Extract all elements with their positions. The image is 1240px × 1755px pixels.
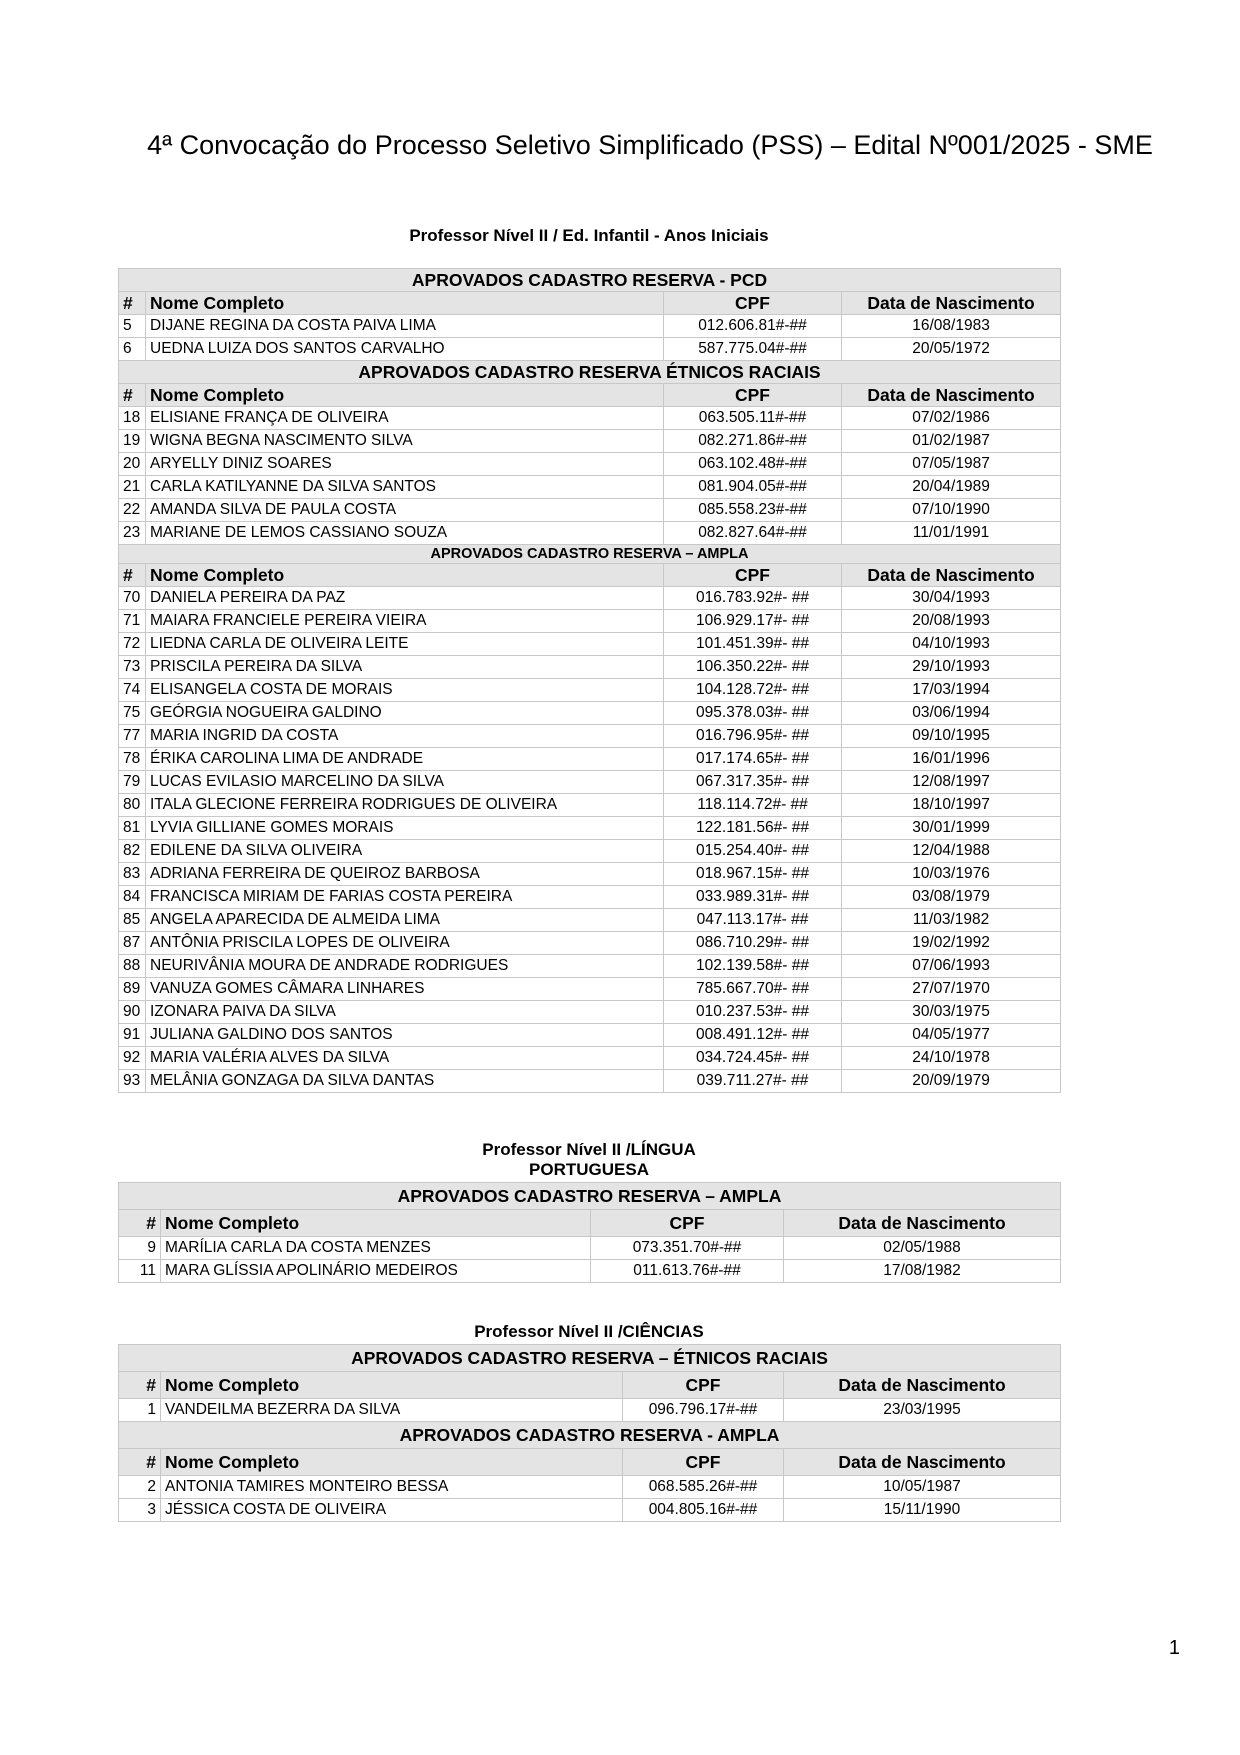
row-birth-date: 04/10/1993 — [842, 633, 1061, 656]
row-number: 6 — [119, 338, 146, 361]
row-name: FRANCISCA MIRIAM DE FARIAS COSTA PEREIRA — [146, 886, 664, 909]
row-name: MARÍLIA CARLA DA COSTA MENZES — [161, 1237, 591, 1260]
table-row — [119, 840, 1061, 863]
row-cpf: 118.114.72#- ## — [664, 794, 842, 817]
column-header-name: Nome Completo — [146, 292, 664, 315]
row-name: ELISIANE FRANÇA DE OLIVEIRA — [146, 407, 664, 430]
row-cpf: 017.174.65#- ## — [664, 748, 842, 771]
table-row — [119, 338, 1061, 361]
row-cpf: 122.181.56#- ## — [664, 817, 842, 840]
row-birth-date: 20/09/1979 — [842, 1070, 1061, 1093]
row-number: 70 — [119, 587, 146, 610]
column-header-cpf: CPF — [664, 292, 842, 315]
row-name: ELISANGELA COSTA DE MORAIS — [146, 679, 664, 702]
row-birth-date: 10/05/1987 — [784, 1476, 1061, 1499]
table-row — [119, 725, 1061, 748]
row-number: 75 — [119, 702, 146, 725]
section-heading-lingua-portuguesa — [118, 1140, 1060, 1180]
column-header-row — [119, 564, 1061, 587]
row-number: 88 — [119, 955, 146, 978]
column-header-name: Nome Completo — [146, 384, 664, 407]
row-cpf: 081.904.05#-## — [664, 476, 842, 499]
table-row — [119, 1001, 1061, 1024]
row-name: ANGELA APARECIDA DE ALMEIDA LIMA — [146, 909, 664, 932]
row-birth-date: 12/08/1997 — [842, 771, 1061, 794]
row-name: ANTONIA TAMIRES MONTEIRO BESSA — [161, 1476, 623, 1499]
row-number: 3 — [119, 1499, 161, 1522]
row-cpf: 095.378.03#- ## — [664, 702, 842, 725]
row-number: 82 — [119, 840, 146, 863]
row-cpf: 068.585.26#-## — [623, 1476, 784, 1499]
category-label: APROVADOS CADASTRO RESERVA – AMPLA — [119, 545, 1061, 564]
row-name: DIJANE REGINA DA COSTA PAIVA LIMA — [146, 315, 664, 338]
row-number: 87 — [119, 932, 146, 955]
row-cpf: 102.139.58#- ## — [664, 955, 842, 978]
row-name: DANIELA PEREIRA DA PAZ — [146, 587, 664, 610]
row-cpf: 033.989.31#- ## — [664, 886, 842, 909]
row-birth-date: 30/04/1993 — [842, 587, 1061, 610]
row-birth-date: 19/02/1992 — [842, 932, 1061, 955]
column-header-name: Nome Completo — [161, 1210, 591, 1237]
table-row — [119, 886, 1061, 909]
row-cpf: 047.113.17#- ## — [664, 909, 842, 932]
row-name: ADRIANA FERREIRA DE QUEIROZ BARBOSA — [146, 863, 664, 886]
row-name: EDILENE DA SILVA OLIVEIRA — [146, 840, 664, 863]
row-name: MAIARA FRANCIELE PEREIRA VIEIRA — [146, 610, 664, 633]
row-cpf: 067.317.35#- ## — [664, 771, 842, 794]
section-heading-line: PORTUGUESA — [529, 1160, 649, 1179]
row-birth-date: 20/05/1972 — [842, 338, 1061, 361]
row-cpf: 101.451.39#- ## — [664, 633, 842, 656]
column-header-cpf: CPF — [623, 1449, 784, 1476]
column-header-birth: Data de Nascimento — [784, 1372, 1061, 1399]
row-cpf: 086.710.29#- ## — [664, 932, 842, 955]
table-row — [119, 499, 1061, 522]
row-cpf: 104.128.72#- ## — [664, 679, 842, 702]
row-number: 93 — [119, 1070, 146, 1093]
table-row — [119, 1260, 1061, 1283]
table-row — [119, 1024, 1061, 1047]
row-number: 5 — [119, 315, 146, 338]
row-cpf: 016.783.92#- ## — [664, 587, 842, 610]
row-name: MELÂNIA GONZAGA DA SILVA DANTAS — [146, 1070, 664, 1093]
row-number: 83 — [119, 863, 146, 886]
row-name: PRISCILA PEREIRA DA SILVA — [146, 656, 664, 679]
column-header-name: Nome Completo — [161, 1372, 623, 1399]
category-label: APROVADOS CADASTRO RESERVA – AMPLA — [119, 1183, 1061, 1210]
column-header-num: # — [119, 384, 146, 407]
row-cpf: 011.613.76#-## — [591, 1260, 784, 1283]
table-row — [119, 748, 1061, 771]
column-header-row — [119, 1210, 1061, 1237]
table-row — [119, 909, 1061, 932]
row-name: LUCAS EVILASIO MARCELINO DA SILVA — [146, 771, 664, 794]
row-number: 72 — [119, 633, 146, 656]
row-cpf: 018.967.15#- ## — [664, 863, 842, 886]
column-header-row — [119, 1449, 1061, 1476]
row-number: 18 — [119, 407, 146, 430]
row-cpf: 106.929.17#- ## — [664, 610, 842, 633]
row-cpf: 012.606.81#-## — [664, 315, 842, 338]
column-header-row — [119, 292, 1061, 315]
column-header-name: Nome Completo — [161, 1449, 623, 1476]
category-label: APROVADOS CADASTRO RESERVA ÉTNICOS RACIAIS — [119, 361, 1061, 384]
row-cpf: 004.805.16#-## — [623, 1499, 784, 1522]
table-row — [119, 633, 1061, 656]
row-name: JULIANA GALDINO DOS SANTOS — [146, 1024, 664, 1047]
row-birth-date: 02/05/1988 — [784, 1237, 1061, 1260]
column-header-cpf: CPF — [623, 1372, 784, 1399]
table-row — [119, 430, 1061, 453]
row-number: 74 — [119, 679, 146, 702]
category-row — [119, 1422, 1061, 1449]
row-number: 2 — [119, 1476, 161, 1499]
row-name: MARIA VALÉRIA ALVES DA SILVA — [146, 1047, 664, 1070]
table-row — [119, 407, 1061, 430]
row-cpf: 073.351.70#-## — [591, 1237, 784, 1260]
row-number: 22 — [119, 499, 146, 522]
row-birth-date: 15/11/1990 — [784, 1499, 1061, 1522]
row-cpf: 063.102.48#-## — [664, 453, 842, 476]
row-number: 80 — [119, 794, 146, 817]
table-row — [119, 587, 1061, 610]
row-number: 21 — [119, 476, 146, 499]
row-birth-date: 07/02/1986 — [842, 407, 1061, 430]
table-row — [119, 817, 1061, 840]
row-name: ITALA GLECIONE FERREIRA RODRIGUES DE OLIVEIRA — [146, 794, 664, 817]
row-birth-date: 11/03/1982 — [842, 909, 1061, 932]
row-name: MARIA INGRID DA COSTA — [146, 725, 664, 748]
row-cpf: 106.350.22#- ## — [664, 656, 842, 679]
table-row — [119, 1047, 1061, 1070]
category-label: APROVADOS CADASTRO RESERVA - AMPLA — [119, 1422, 1061, 1449]
row-number: 77 — [119, 725, 146, 748]
row-birth-date: 29/10/1993 — [842, 656, 1061, 679]
table-row — [119, 771, 1061, 794]
category-row — [119, 545, 1061, 564]
table-row — [119, 1399, 1061, 1422]
row-number: 85 — [119, 909, 146, 932]
row-number: 11 — [119, 1260, 161, 1283]
column-header-num: # — [119, 1372, 161, 1399]
column-header-row — [119, 384, 1061, 407]
row-birth-date: 07/10/1990 — [842, 499, 1061, 522]
row-cpf: 010.237.53#- ## — [664, 1001, 842, 1024]
row-birth-date: 30/03/1975 — [842, 1001, 1061, 1024]
category-row — [119, 269, 1061, 292]
section-heading-ciencias: Professor Nível II /CIÊNCIAS — [474, 1322, 704, 1341]
column-header-birth: Data de Nascimento — [842, 564, 1061, 587]
column-header-num: # — [119, 564, 146, 587]
row-birth-date: 09/10/1995 — [842, 725, 1061, 748]
row-name: IZONARA PAIVA DA SILVA — [146, 1001, 664, 1024]
category-label: APROVADOS CADASTRO RESERVA – ÉTNICOS RACIAIS — [119, 1345, 1061, 1372]
table-row — [119, 702, 1061, 725]
row-number: 9 — [119, 1237, 161, 1260]
table-row — [119, 610, 1061, 633]
table-ed-infantil — [118, 268, 1061, 1093]
row-birth-date: 30/01/1999 — [842, 817, 1061, 840]
table-row — [119, 1499, 1061, 1522]
section-heading-line: Professor Nível II /LÍNGUA — [482, 1140, 696, 1159]
row-birth-date: 27/07/1970 — [842, 978, 1061, 1001]
row-cpf: 039.711.27#- ## — [664, 1070, 842, 1093]
row-name: ANTÔNIA PRISCILA LOPES DE OLIVEIRA — [146, 932, 664, 955]
row-number: 90 — [119, 1001, 146, 1024]
table-row — [119, 794, 1061, 817]
row-birth-date: 23/03/1995 — [784, 1399, 1061, 1422]
table-row — [119, 679, 1061, 702]
column-header-row — [119, 1372, 1061, 1399]
row-name: UEDNA LUIZA DOS SANTOS CARVALHO — [146, 338, 664, 361]
row-birth-date: 01/02/1987 — [842, 430, 1061, 453]
table-row — [119, 932, 1061, 955]
table-row — [119, 476, 1061, 499]
table-row — [119, 656, 1061, 679]
column-header-cpf: CPF — [591, 1210, 784, 1237]
table-row — [119, 1070, 1061, 1093]
row-birth-date: 17/03/1994 — [842, 679, 1061, 702]
table-lingua-portuguesa — [118, 1182, 1061, 1283]
row-cpf: 034.724.45#- ## — [664, 1047, 842, 1070]
table-row — [119, 955, 1061, 978]
category-row — [119, 1183, 1061, 1210]
row-cpf: 096.796.17#-## — [623, 1399, 784, 1422]
row-name: AMANDA SILVA DE PAULA COSTA — [146, 499, 664, 522]
row-name: VANDEILMA BEZERRA DA SILVA — [161, 1399, 623, 1422]
row-number: 78 — [119, 748, 146, 771]
table-row — [119, 453, 1061, 476]
row-name: GEÓRGIA NOGUEIRA GALDINO — [146, 702, 664, 725]
category-label: APROVADOS CADASTRO RESERVA - PCD — [119, 269, 1061, 292]
section-heading-ed-infantil: Professor Nível II / Ed. Infantil - Anos Iniciais — [409, 226, 769, 245]
table-row — [119, 522, 1061, 545]
row-number: 73 — [119, 656, 146, 679]
row-birth-date: 07/05/1987 — [842, 453, 1061, 476]
table-row — [119, 863, 1061, 886]
page-title: 4ª Convocação do Processo Seletivo Simplificado (PSS) – Edital Nº001/2025 - SME — [147, 130, 1153, 160]
category-row — [119, 1345, 1061, 1372]
row-cpf: 785.667.70#- ## — [664, 978, 842, 1001]
column-header-num: # — [119, 1210, 161, 1237]
row-birth-date: 12/04/1988 — [842, 840, 1061, 863]
table-row — [119, 315, 1061, 338]
row-birth-date: 18/10/1997 — [842, 794, 1061, 817]
row-cpf: 082.271.86#-## — [664, 430, 842, 453]
row-name: MARA GLÍSSIA APOLINÁRIO MEDEIROS — [161, 1260, 591, 1283]
table-row — [119, 1476, 1061, 1499]
row-cpf: 587.775.04#-## — [664, 338, 842, 361]
table-row — [119, 1237, 1061, 1260]
row-cpf: 015.254.40#- ## — [664, 840, 842, 863]
row-name: NEURIVÂNIA MOURA DE ANDRADE RODRIGUES — [146, 955, 664, 978]
row-cpf: 085.558.23#-## — [664, 499, 842, 522]
row-number: 19 — [119, 430, 146, 453]
column-header-cpf: CPF — [664, 384, 842, 407]
row-cpf: 008.491.12#- ## — [664, 1024, 842, 1047]
row-name: ARYELLY DINIZ SOARES — [146, 453, 664, 476]
row-birth-date: 10/03/1976 — [842, 863, 1061, 886]
column-header-birth: Data de Nascimento — [842, 292, 1061, 315]
row-name: LYVIA GILLIANE GOMES MORAIS — [146, 817, 664, 840]
row-birth-date: 16/08/1983 — [842, 315, 1061, 338]
row-number: 91 — [119, 1024, 146, 1047]
row-cpf: 063.505.11#-## — [664, 407, 842, 430]
row-number: 92 — [119, 1047, 146, 1070]
row-name: VANUZA GOMES CÂMARA LINHARES — [146, 978, 664, 1001]
row-birth-date: 24/10/1978 — [842, 1047, 1061, 1070]
row-number: 89 — [119, 978, 146, 1001]
row-name: WIGNA BEGNA NASCIMENTO SILVA — [146, 430, 664, 453]
row-number: 81 — [119, 817, 146, 840]
row-birth-date: 03/06/1994 — [842, 702, 1061, 725]
row-number: 23 — [119, 522, 146, 545]
column-header-num: # — [119, 292, 146, 315]
row-birth-date: 16/01/1996 — [842, 748, 1061, 771]
column-header-name: Nome Completo — [146, 564, 664, 587]
row-number: 20 — [119, 453, 146, 476]
row-birth-date: 04/05/1977 — [842, 1024, 1061, 1047]
row-cpf: 016.796.95#- ## — [664, 725, 842, 748]
column-header-birth: Data de Nascimento — [842, 384, 1061, 407]
column-header-cpf: CPF — [664, 564, 842, 587]
row-name: ÉRIKA CAROLINA LIMA DE ANDRADE — [146, 748, 664, 771]
page-number: 1 — [1168, 1637, 1180, 1659]
row-birth-date: 03/08/1979 — [842, 886, 1061, 909]
column-header-birth: Data de Nascimento — [784, 1449, 1061, 1476]
row-number: 84 — [119, 886, 146, 909]
table-ciencias — [118, 1344, 1061, 1522]
column-header-birth: Data de Nascimento — [784, 1210, 1061, 1237]
row-number: 71 — [119, 610, 146, 633]
table-row — [119, 978, 1061, 1001]
row-name: LIEDNA CARLA DE OLIVEIRA LEITE — [146, 633, 664, 656]
row-name: MARIANE DE LEMOS CASSIANO SOUZA — [146, 522, 664, 545]
row-birth-date: 11/01/1991 — [842, 522, 1061, 545]
row-birth-date: 20/04/1989 — [842, 476, 1061, 499]
row-name: JÉSSICA COSTA DE OLIVEIRA — [161, 1499, 623, 1522]
row-birth-date: 07/06/1993 — [842, 955, 1061, 978]
category-row — [119, 361, 1061, 384]
row-birth-date: 17/08/1982 — [784, 1260, 1061, 1283]
row-number: 79 — [119, 771, 146, 794]
row-number: 1 — [119, 1399, 161, 1422]
row-name: CARLA KATILYANNE DA SILVA SANTOS — [146, 476, 664, 499]
row-cpf: 082.827.64#-## — [664, 522, 842, 545]
row-birth-date: 20/08/1993 — [842, 610, 1061, 633]
column-header-num: # — [119, 1449, 161, 1476]
